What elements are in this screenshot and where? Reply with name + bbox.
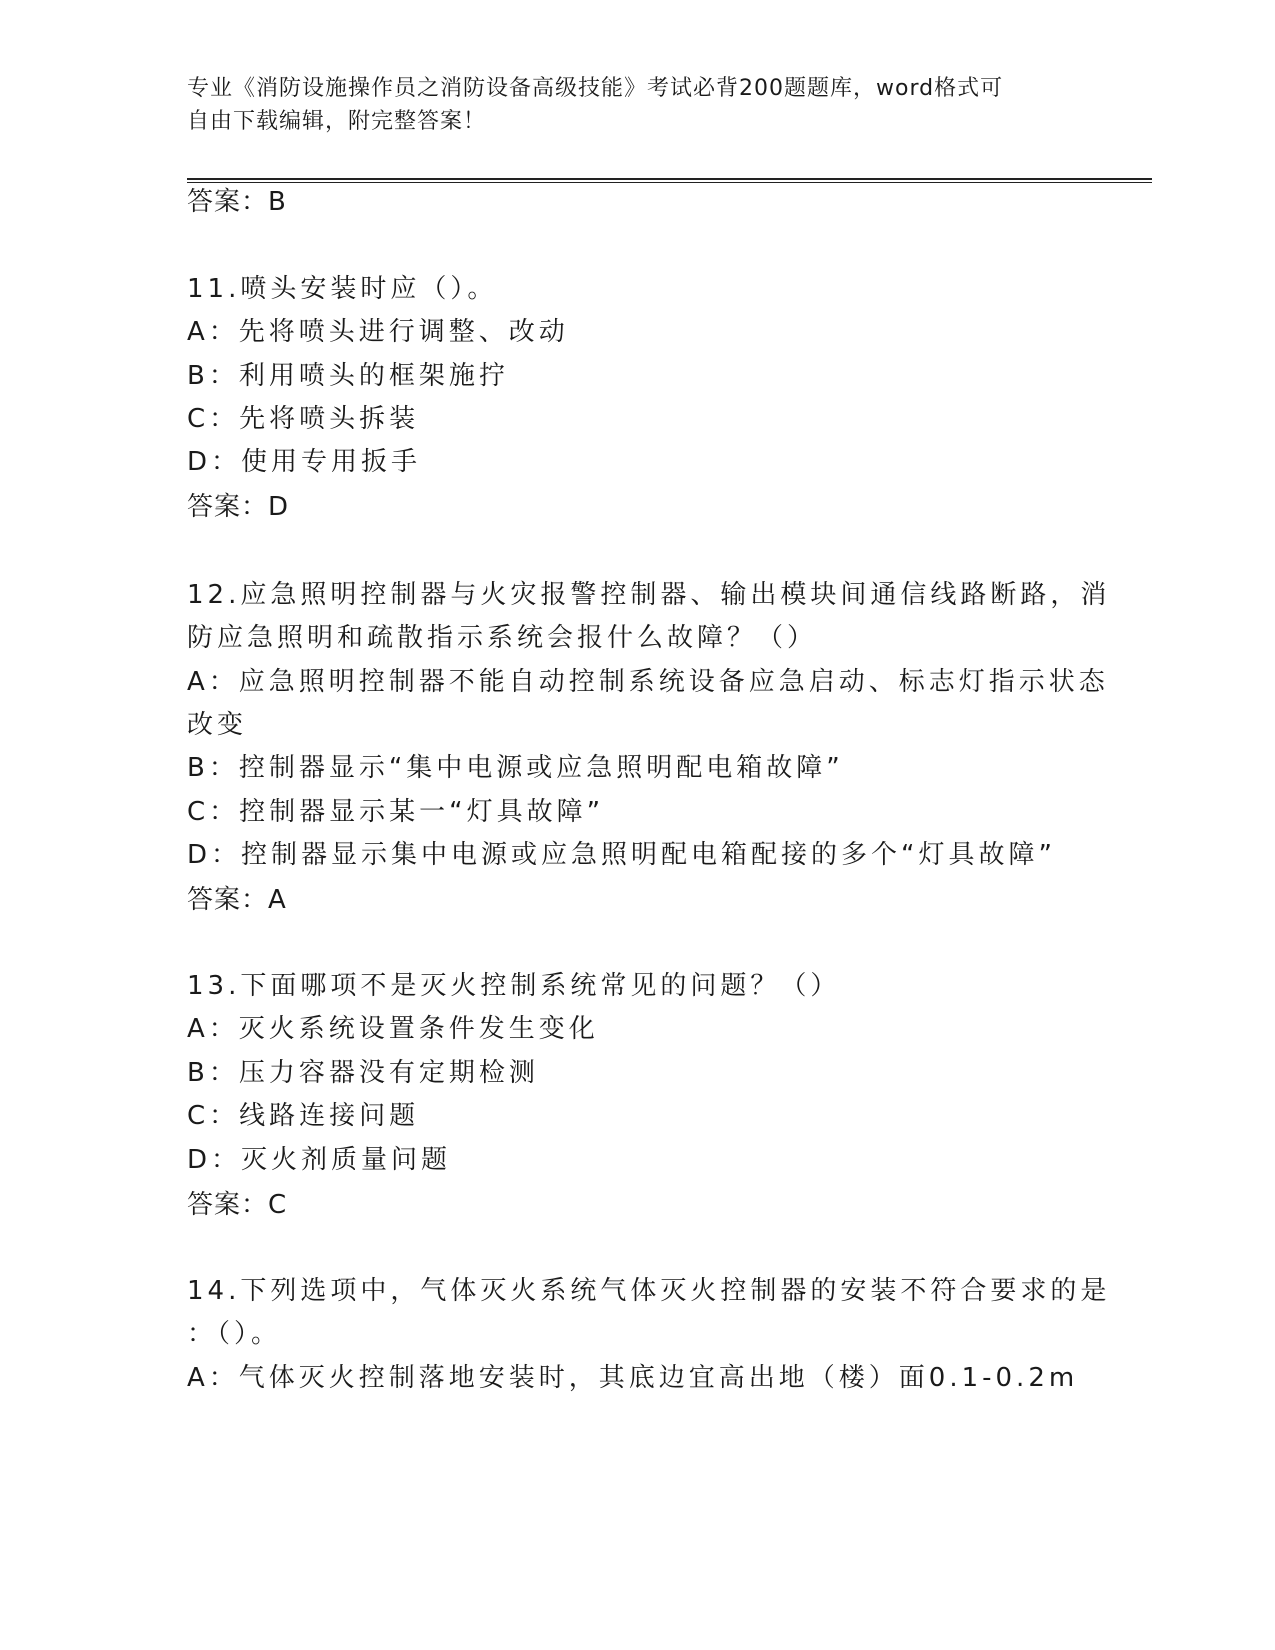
header-divider (187, 178, 1152, 183)
question-13-option-a: A：灭火系统设置条件发生变化 (187, 1014, 599, 1044)
header-line-2: 自由下载编辑，附完整答案！ (187, 109, 487, 134)
question-13-option-c: C：线路连接问题 (187, 1101, 420, 1131)
question-13-option-b: B：压力容器没有定期检测 (187, 1058, 539, 1088)
question-12-option-a-line-1: A：应急照明控制器不能自动控制系统设备应急启动、标志灯指示状态 (187, 667, 1109, 697)
answer-13: 答案：C (187, 1190, 288, 1220)
question-11-option-d: D：使用专用扳手 (187, 447, 422, 477)
answer-11: 答案：D (187, 492, 290, 522)
question-14-stem-line-1: 14.下列选项中，气体灭火系统气体灭火控制器的安装不符合要求的是 (187, 1276, 1111, 1306)
answer-10: 答案：B (187, 187, 287, 217)
question-12-option-a-line-2: 改变 (187, 710, 248, 740)
question-11-option-b: B：利用喷头的框架施拧 (187, 361, 509, 391)
header-line-1: 专业《消防设施操作员之消防设备高级技能》考试必背200题题库，word格式可 (187, 76, 1004, 101)
question-14-option-a: A：气体灭火控制落地安装时，其底边宜高出地（楼）面0.1-0.2m (187, 1363, 1079, 1393)
question-11-option-a: A：先将喷头进行调整、改动 (187, 317, 569, 347)
question-11-option-c: C：先将喷头拆装 (187, 404, 420, 434)
question-14-stem-line-2: ：（）。 (187, 1319, 282, 1349)
question-12-option-d: D：控制器显示集中电源或应急照明配电箱配接的多个“灯具故障” (187, 840, 1056, 870)
answer-12: 答案：A (187, 885, 287, 915)
question-13-option-d: D：灭火剂质量问题 (187, 1145, 452, 1175)
question-12-option-b: B：控制器显示“集中电源或应急照明配电箱故障” (187, 753, 844, 783)
question-12-stem-line-2: 防应急照明和疏散指示系统会报什么故障？（） (187, 623, 818, 653)
question-12-option-c: C：控制器显示某一“灯具故障” (187, 797, 605, 827)
document-header (187, 72, 1067, 138)
question-13-stem: 13.下面哪项不是灭火控制系统常见的问题？（） (187, 971, 841, 1001)
question-11-stem: 11.喷头安装时应（）。 (187, 274, 498, 304)
question-12-stem-line-1: 12.应急照明控制器与火灾报警控制器、输出模块间通信线路断路，消 (187, 580, 1111, 610)
